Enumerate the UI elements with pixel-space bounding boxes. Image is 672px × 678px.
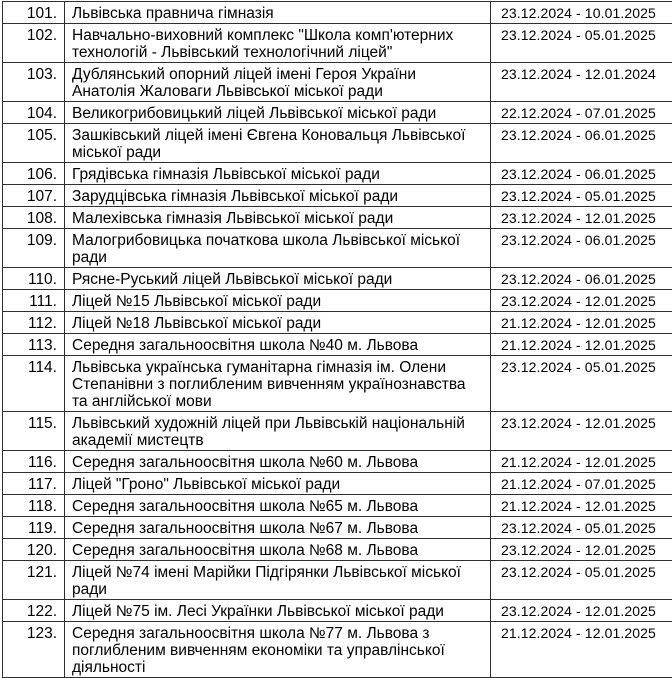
row-number: 101. bbox=[3, 2, 65, 24]
school-name: Середня загальноосвітня школа №68 м. Львова bbox=[65, 539, 491, 561]
table-row bbox=[3, 290, 672, 312]
date-range: 21.12.2024 - 12.01.2025 bbox=[491, 334, 672, 356]
school-name: Ліцей "Гроно" Львівської міської ради bbox=[65, 473, 491, 495]
schools-table bbox=[2, 1, 672, 678]
table-row bbox=[3, 207, 672, 229]
school-name: Навчально-виховний комплекс "Школа комп'ютерних технологій - Львівський технологічний ліцей" bbox=[65, 24, 491, 63]
school-name: Ліцей №15 Львівської міської ради bbox=[65, 290, 491, 312]
row-number: 114. bbox=[3, 356, 65, 412]
date-range: 23.12.2024 - 10.01.2025 bbox=[491, 2, 672, 24]
school-name: Середня загальноосвітня школа №65 м. Львова bbox=[65, 495, 491, 517]
row-number: 122. bbox=[3, 600, 65, 622]
table-row bbox=[3, 473, 672, 495]
school-name: Середня загальноосвітня школа №67 м. Львова bbox=[65, 517, 491, 539]
table-row bbox=[3, 268, 672, 290]
table-row bbox=[3, 185, 672, 207]
school-name: Середня загальноосвітня школа №60 м. Львова bbox=[65, 451, 491, 473]
schools-table-body bbox=[3, 2, 672, 678]
row-number: 110. bbox=[3, 268, 65, 290]
date-range: 23.12.2024 - 12.01.2025 bbox=[491, 207, 672, 229]
table-row bbox=[3, 412, 672, 451]
school-name: Малогрибовицька початкова школа Львівської міської ради bbox=[65, 229, 491, 268]
table-row bbox=[3, 539, 672, 561]
row-number: 102. bbox=[3, 24, 65, 63]
table-row bbox=[3, 102, 672, 124]
row-number: 111. bbox=[3, 290, 65, 312]
row-number: 121. bbox=[3, 561, 65, 600]
row-number: 112. bbox=[3, 312, 65, 334]
row-number: 105. bbox=[3, 124, 65, 163]
table-row bbox=[3, 229, 672, 268]
date-range: 23.12.2024 - 05.01.2025 bbox=[491, 24, 672, 63]
date-range: 21.12.2024 - 12.01.2025 bbox=[491, 622, 672, 678]
school-name: Ліцей №75 ім. Лесі Українки Львівської міської ради bbox=[65, 600, 491, 622]
school-name: Ліцей №18 Львівської міської ради bbox=[65, 312, 491, 334]
date-range: 22.12.2024 - 07.01.2025 bbox=[491, 102, 672, 124]
school-name: Великогрибовицький ліцей Львівської міської ради bbox=[65, 102, 491, 124]
date-range: 23.12.2024 - 05.01.2025 bbox=[491, 356, 672, 412]
date-range: 23.12.2024 - 05.01.2025 bbox=[491, 561, 672, 600]
school-name: Середня загальноосвітня школа №40 м. Львова bbox=[65, 334, 491, 356]
table-row bbox=[3, 622, 672, 678]
date-range: 23.12.2024 - 06.01.2025 bbox=[491, 229, 672, 268]
date-range: 21.12.2024 - 12.01.2025 bbox=[491, 495, 672, 517]
date-range: 23.12.2024 - 12.01.2024 bbox=[491, 63, 672, 102]
school-name: Львівська українська гуманітарна гімназія ім. Олени Степанівни з поглибленим вивченням українознавства та англійської мови bbox=[65, 356, 491, 412]
row-number: 119. bbox=[3, 517, 65, 539]
date-range: 23.12.2024 - 12.01.2025 bbox=[491, 539, 672, 561]
date-range: 21.12.2024 - 12.01.2025 bbox=[491, 312, 672, 334]
school-name: Рясне-Руський ліцей Львівської міської ради bbox=[65, 268, 491, 290]
date-range: 21.12.2024 - 12.01.2025 bbox=[491, 451, 672, 473]
row-number: 123. bbox=[3, 622, 65, 678]
table-row bbox=[3, 334, 672, 356]
table-row bbox=[3, 561, 672, 600]
row-number: 103. bbox=[3, 63, 65, 102]
date-range: 23.12.2024 - 06.01.2025 bbox=[491, 163, 672, 185]
school-name: Середня загальноосвітня школа №77 м. Львова з поглибленим вивченням економіки та управлінської діяльності bbox=[65, 622, 491, 678]
row-number: 117. bbox=[3, 473, 65, 495]
table-row bbox=[3, 356, 672, 412]
row-number: 115. bbox=[3, 412, 65, 451]
school-name: Малехівська гімназія Львівської міської ради bbox=[65, 207, 491, 229]
date-range: 23.12.2024 - 12.01.2025 bbox=[491, 290, 672, 312]
row-number: 120. bbox=[3, 539, 65, 561]
date-range: 21.12.2024 - 07.01.2025 bbox=[491, 473, 672, 495]
school-name: Ліцей №74 імені Марійки Підгірянки Львівської міської ради bbox=[65, 561, 491, 600]
row-number: 113. bbox=[3, 334, 65, 356]
table-row bbox=[3, 63, 672, 102]
table-row bbox=[3, 600, 672, 622]
table-row bbox=[3, 124, 672, 163]
table-row bbox=[3, 312, 672, 334]
table-row bbox=[3, 451, 672, 473]
date-range: 23.12.2024 - 12.01.2025 bbox=[491, 412, 672, 451]
row-number: 108. bbox=[3, 207, 65, 229]
date-range: 23.12.2024 - 12.01.2025 bbox=[491, 600, 672, 622]
table-row bbox=[3, 24, 672, 63]
date-range: 23.12.2024 - 05.01.2025 bbox=[491, 185, 672, 207]
table-row bbox=[3, 495, 672, 517]
school-name: Грядівська гімназія Львівської міської ради bbox=[65, 163, 491, 185]
school-name: Зарудцівська гімназія Львівської міської ради bbox=[65, 185, 491, 207]
table-row bbox=[3, 2, 672, 24]
row-number: 109. bbox=[3, 229, 65, 268]
row-number: 106. bbox=[3, 163, 65, 185]
row-number: 118. bbox=[3, 495, 65, 517]
school-name: Зашківський ліцей імені Євгена Коновальця Львівської міської ради bbox=[65, 124, 491, 163]
table-row bbox=[3, 163, 672, 185]
table-row bbox=[3, 517, 672, 539]
school-name: Львівський художній ліцей при Львівській національній академії мистецтв bbox=[65, 412, 491, 451]
row-number: 104. bbox=[3, 102, 65, 124]
date-range: 23.12.2024 - 06.01.2025 bbox=[491, 124, 672, 163]
row-number: 116. bbox=[3, 451, 65, 473]
school-name: Львівська правнича гімназія bbox=[65, 2, 491, 24]
date-range: 23.12.2024 - 05.01.2025 bbox=[491, 517, 672, 539]
date-range: 23.12.2024 - 06.01.2025 bbox=[491, 268, 672, 290]
row-number: 107. bbox=[3, 185, 65, 207]
school-name: Дублянський опорний ліцей імені Героя України Анатолія Жаловаги Львівської міської ради bbox=[65, 63, 491, 102]
